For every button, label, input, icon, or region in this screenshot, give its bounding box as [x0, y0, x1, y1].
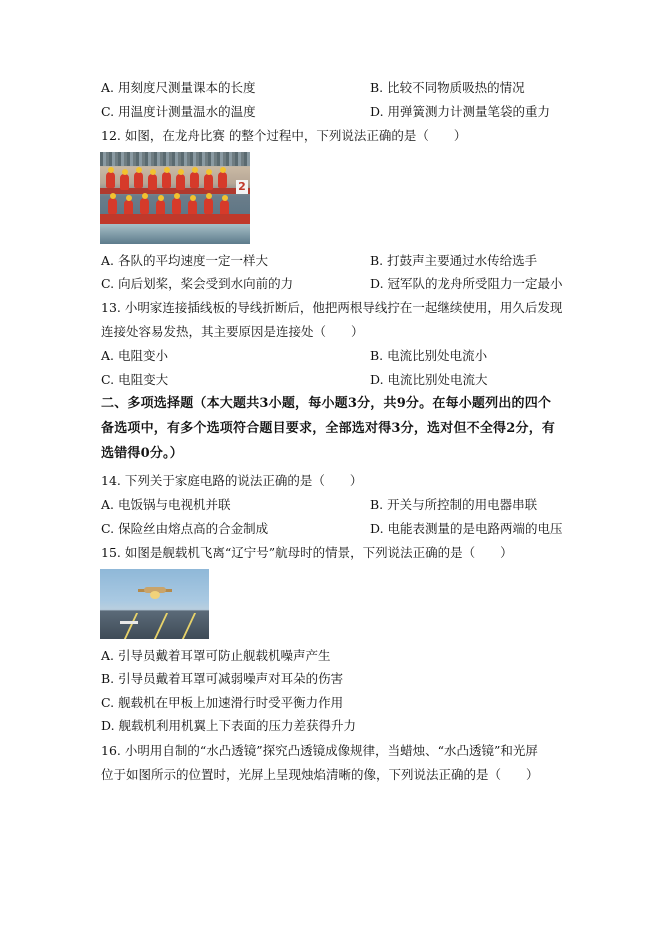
section2-heading-line3: 选错得0分。）	[101, 446, 183, 461]
q11-option-c: C. 用温度计测量温水的温度	[101, 104, 256, 119]
q12-stem: 12. 如图，在龙舟比赛 的整个过程中，下列说法正确的是（ ）	[101, 128, 467, 143]
q15-option-d: D. 舰载机利用机翼上下表面的压力差获得升力	[101, 718, 357, 733]
q14-option-b: B. 开关与所控制的用电器串联	[370, 497, 538, 512]
q15-option-a: A. 引导员戴着耳罩可防止舰载机噪声产生	[101, 648, 331, 663]
boat-number-label: 2	[236, 180, 248, 194]
q16-stem-line2: 位于如图所示的位置时，光屏上呈现烛焰清晰的像，下列说法正确的是（ ）	[101, 767, 539, 782]
q14-option-a: A. 电饭锅与电视机并联	[101, 497, 231, 512]
dragon-boat-race-image	[100, 152, 250, 244]
q14-stem: 14. 下列关于家庭电路的说法正确的是（ ）	[101, 473, 363, 488]
q12-option-c: C. 向后划桨，桨会受到水向前的力	[101, 276, 294, 291]
q11-option-d: D. 用弹簧测力计测量笔袋的重力	[370, 104, 551, 119]
q11-option-a: A. 用刻度尺测量课本的长度	[101, 80, 256, 95]
q13-option-d: D. 电流比别处电流大	[370, 372, 488, 387]
q11-option-b: B. 比较不同物质吸热的情况	[370, 80, 525, 95]
q12-option-a: A. 各队的平均速度一定一样大	[101, 253, 268, 268]
carrier-jet-takeoff-image	[100, 569, 209, 639]
q15-option-c: C. 舰载机在甲板上加速滑行时受平衡力作用	[101, 695, 344, 710]
q12-option-d: D. 冠军队的龙舟所受阻力一定最小	[370, 276, 563, 291]
q15-option-b: B. 引导员戴着耳罩可减弱噪声对耳朵的伤害	[101, 671, 344, 686]
q13-stem-line2: 连接处容易发热，其主要原因是连接处（ ）	[101, 324, 364, 339]
q13-option-b: B. 电流比别处电流小	[370, 348, 488, 363]
q16-stem-line1: 16. 小明用自制的“水凸透镜”探究凸透镜成像规律，当蜡烛、“水凸透镜”和光屏	[101, 743, 538, 758]
q12-option-b: B. 打鼓声主要通过水传给选手	[370, 253, 538, 268]
q14-option-c: C. 保险丝由熔点高的合金制成	[101, 521, 269, 536]
q13-option-c: C. 电阻变大	[101, 372, 169, 387]
q13-stem-line1: 13. 小明家连接插线板的导线折断后，他把两根导线拧在一起继续使用，用久后发现	[101, 300, 563, 315]
section2-heading-line1: 二、多项选择题（本大题共3小题，每小题3分，共9分。在每小题列出的四个	[101, 396, 552, 411]
section2-heading-line2: 备选项中，有多个选项符合题目要求，全部选对得3分，选对但不全得2分，有	[101, 421, 556, 436]
q13-option-a: A. 电阻变小	[101, 348, 168, 363]
q14-option-d: D. 电能表测量的是电路两端的电压	[370, 521, 563, 536]
q15-stem: 15. 如图是舰载机飞离“辽宁号”航母时的情景，下列说法正确的是（ ）	[101, 545, 513, 560]
